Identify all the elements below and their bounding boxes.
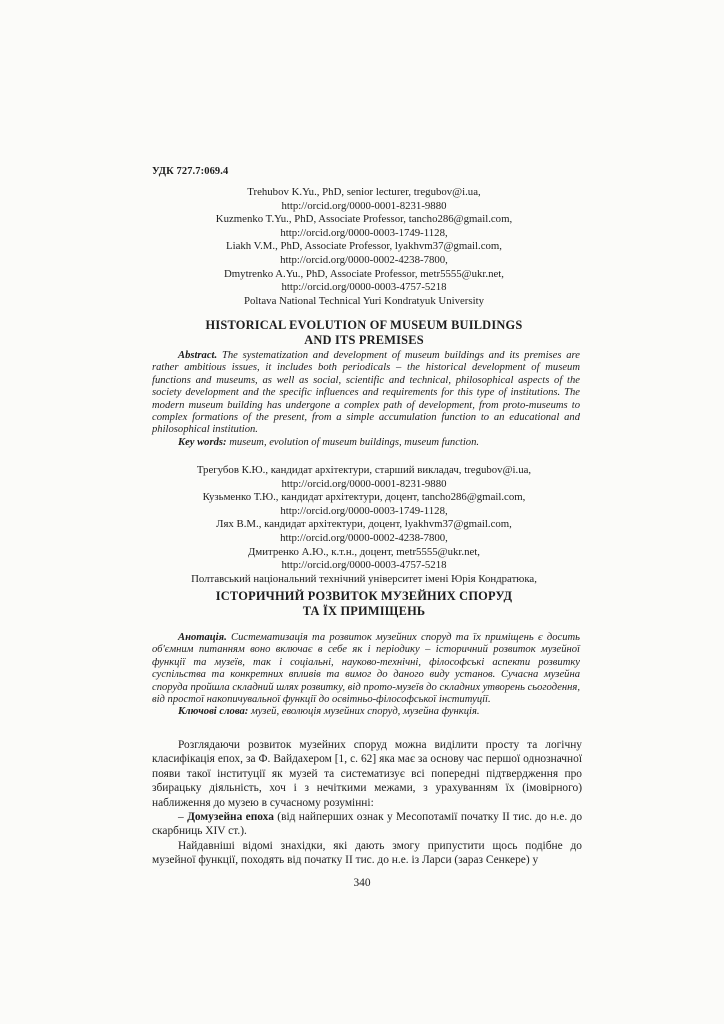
- author-line: Trehubov K.Yu., PhD, senior lecturer, tregubov@i.ua,: [247, 186, 481, 198]
- author-line: Кузьменко Т.Ю., кандидат архітектури, доцент, tancho286@gmail.com,: [202, 491, 526, 504]
- abstract-text: The systematization and development of museum buildings and its premises are rather ambitious issues, it includes both periodicals – the historical development of museum functions and museums, as well as social, scientific and technical, philosophical aspects of the society development and the specific influences and requirements for this type of institutions. The modern museum building has undergone a complex path of development, from proto-museums to complex formations of the present, from a simple accumulation function to an educational and philosophical institution.: [152, 350, 580, 436]
- abstract-label: Abstract.: [178, 350, 218, 361]
- authors-block-ua: [150, 464, 578, 586]
- epoch-description: (від найперших ознак у Месопотамії початку II тис. до н.е. до скарбниць XIV ст.).: [152, 811, 583, 838]
- author-line: Dmytrenko A.Yu., PhD, Associate Professor, metr5555@ukr.net,: [223, 267, 504, 280]
- body-paragraph: Найдавніші відомі знахідки, які дають змогу припустити щось подібне до музейної функції, походять від початку II тис. до н.е. із Ларси (зараз Сенкере) у: [152, 839, 582, 867]
- udk-code: УДК 727.7:069.4: [152, 166, 229, 177]
- abstract-label: Анотація.: [178, 632, 227, 643]
- orcid-line: http://orcid.org/0000-0003-1749-1128,: [280, 504, 448, 517]
- keywords-text: музей, еволюція музейних споруд, музейна функція.: [250, 706, 480, 718]
- title-line: ІСТОРИЧНИЙ РОЗВИТОК МУЗЕЙНИХ СПОРУД: [215, 589, 513, 603]
- affiliation-line: Полтавський національний технічний університет імені Юрія Кондратюка,: [191, 572, 537, 585]
- orcid-line: http://orcid.org/0000-0003-4757-5218: [281, 281, 447, 294]
- keywords-paragraph: [152, 437, 580, 449]
- author-line: Liakh V.M., PhD, Associate Professor, lyakhvm37@gmail.com,: [225, 240, 503, 253]
- affiliation-line: Poltava National Technical Yuri Kondratyuk University: [243, 294, 485, 307]
- abstract-paragraph: [152, 350, 580, 437]
- paper-title-ua: [150, 589, 578, 618]
- abstract-en: [152, 350, 580, 449]
- title-line: AND ITS PREMISES: [304, 332, 424, 347]
- orcid-line: http://orcid.org/0000-0002-4238-7800,: [280, 531, 448, 544]
- authors-block-en: [150, 186, 578, 308]
- author-line: Kuzmenko T.Yu., PhD, Associate Professor, tancho286@gmail.com,: [215, 213, 513, 226]
- orcid-line: http://orcid.org/0000-0002-4238-7800,: [280, 253, 448, 266]
- abstract-ua: [152, 632, 580, 719]
- keywords-text: museum, evolution of museum buildings, museum function.: [229, 436, 480, 448]
- list-dash: –: [178, 811, 188, 824]
- body-text: [152, 738, 582, 868]
- page-number: 340: [353, 877, 371, 889]
- keywords-label: Key words:: [178, 436, 227, 448]
- title-line: ТА ЇХ ПРИМІЩЕНЬ: [302, 603, 426, 618]
- author-line: Трегубов К.Ю., кандидат архітектури, старший викладач, tregubov@i.ua,: [196, 464, 532, 476]
- author-line: Дмитренко А.Ю., к.т.н., доцент, metr5555@ukr.net,: [248, 545, 480, 558]
- abstract-text: Систематизація та розвиток музейних споруд та їх приміщень є досить об'ємним питанням воно включає в себе як і періодику – історичний розвиток музейної функції та музеїв, так і соціальні, науково-технічні, філософські аспекти розвитку суспільства та конкретних впливів та вимог до даного виду установ. Сучасна музейна споруда пройшла складний шлях розвитку, від прото-музеїв до складних утворень сьогодення, від простої накопичувальної функції до освітньо-філософської інституції.: [152, 632, 580, 706]
- orcid-line: http://orcid.org/0000-0001-8231-9880: [281, 199, 447, 212]
- body-paragraph: [152, 810, 582, 839]
- abstract-paragraph: [152, 632, 580, 706]
- epoch-term: Домузейна епоха: [187, 811, 274, 824]
- body-paragraph: Розглядаючи розвиток музейних споруд можна виділити просту та логічну класифікація епох, за Ф. Вайдахером [1, с. 62] яка має за основу час першої однозначної появи такої інституції як музей та систематизує всі попередні підтвердження про збирацьку діяльність, хоч і з нечіткими межами, з урахуванням їх (імовірного) наближення до музею в сучасному розумінні:: [152, 739, 582, 809]
- orcid-line: http://orcid.org/0000-0001-8231-9880: [281, 477, 447, 490]
- title-line: HISTORICAL EVOLUTION OF MUSEUM BUILDINGS: [205, 318, 523, 332]
- keywords-label: Ключові слова:: [178, 706, 249, 718]
- author-line: Лях В.М., кандидат архітектури, доцент, lyakhvm37@gmail.com,: [216, 518, 512, 531]
- paper-title-en: [150, 318, 578, 347]
- orcid-line: http://orcid.org/0000-0003-1749-1128,: [280, 226, 448, 239]
- keywords-paragraph: [152, 706, 580, 718]
- orcid-line: http://orcid.org/0000-0003-4757-5218: [281, 559, 447, 572]
